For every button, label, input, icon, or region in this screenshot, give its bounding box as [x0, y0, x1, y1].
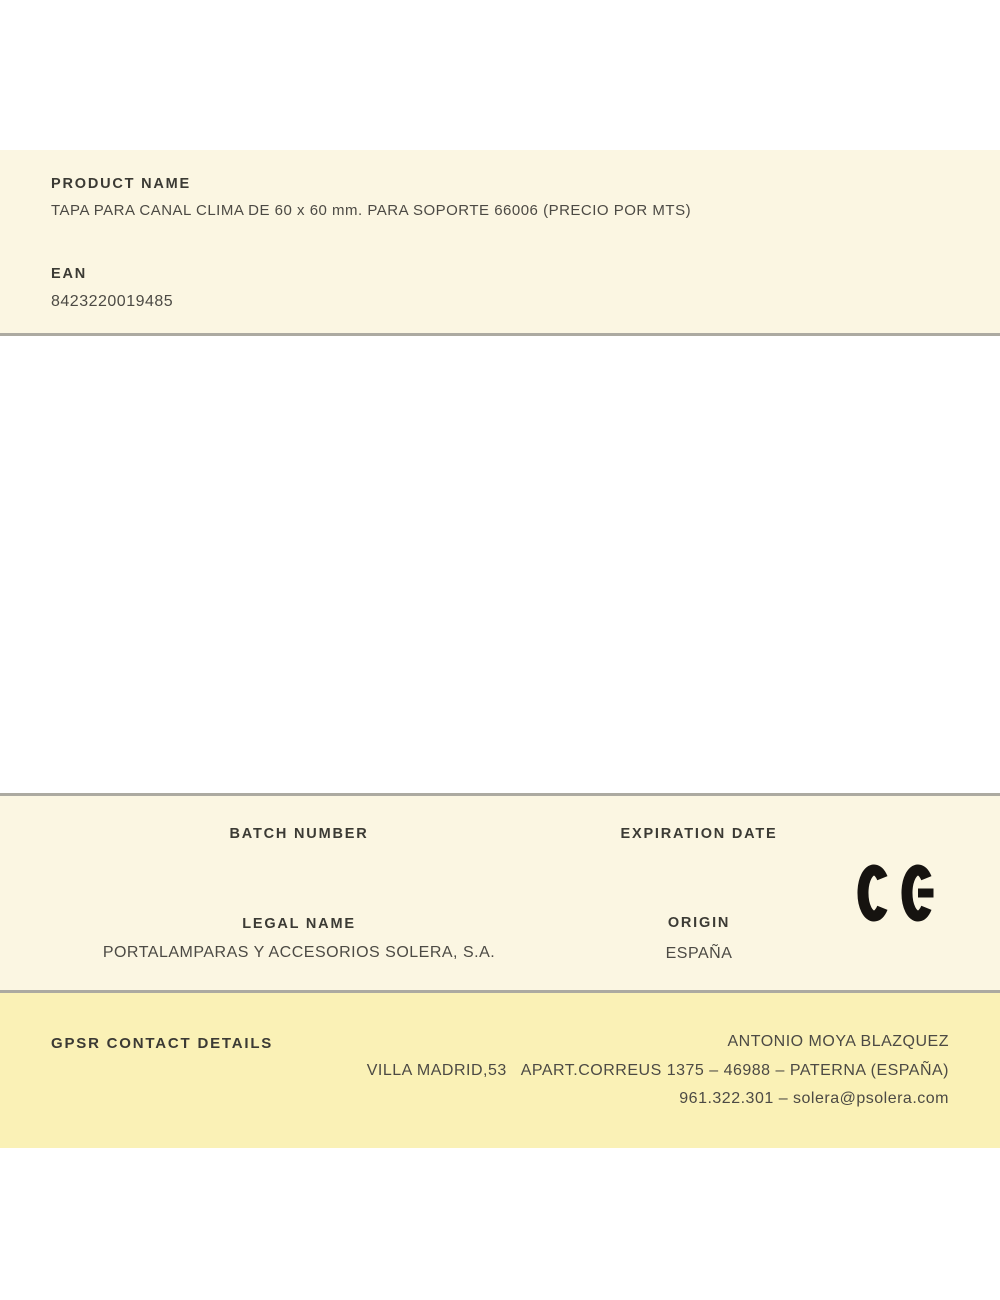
- gpsr-contact-address: VILLA MADRID,53 APART.CORREUS 1375 – 46988 – PATERNA (ESPAÑA): [366, 1062, 949, 1079]
- ce-mark-icon: [856, 861, 942, 925]
- product-name-value: TAPA PARA CANAL CLIMA DE 60 x 60 mm. PARA SOPORTE 66006 (PRECIO POR MTS): [51, 202, 692, 219]
- legal-name-label: LEGAL NAME: [242, 916, 356, 932]
- gpsr-contact-section: [0, 993, 1000, 1148]
- gpsr-contact-label: GPSR CONTACT DETAILS: [51, 1035, 274, 1052]
- product-name-label: PRODUCT NAME: [51, 176, 192, 192]
- ean-value: 8423220019485: [51, 293, 174, 310]
- product-info-section: [0, 150, 1000, 336]
- expiration-date-label: EXPIRATION DATE: [620, 826, 778, 842]
- legal-name-value: PORTALAMPARAS Y ACCESORIOS SOLERA, S.A.: [102, 944, 496, 961]
- origin-label: ORIGIN: [667, 915, 731, 931]
- gpsr-contact-phone-email: 961.322.301 – solera@psolera.com: [679, 1090, 949, 1107]
- batch-number-label: BATCH NUMBER: [229, 826, 369, 842]
- origin-value: ESPAÑA: [665, 945, 733, 962]
- batch-info-section: [0, 793, 1000, 993]
- ean-label: EAN: [51, 266, 88, 282]
- gpsr-contact-name: ANTONIO MOYA BLAZQUEZ: [727, 1033, 949, 1050]
